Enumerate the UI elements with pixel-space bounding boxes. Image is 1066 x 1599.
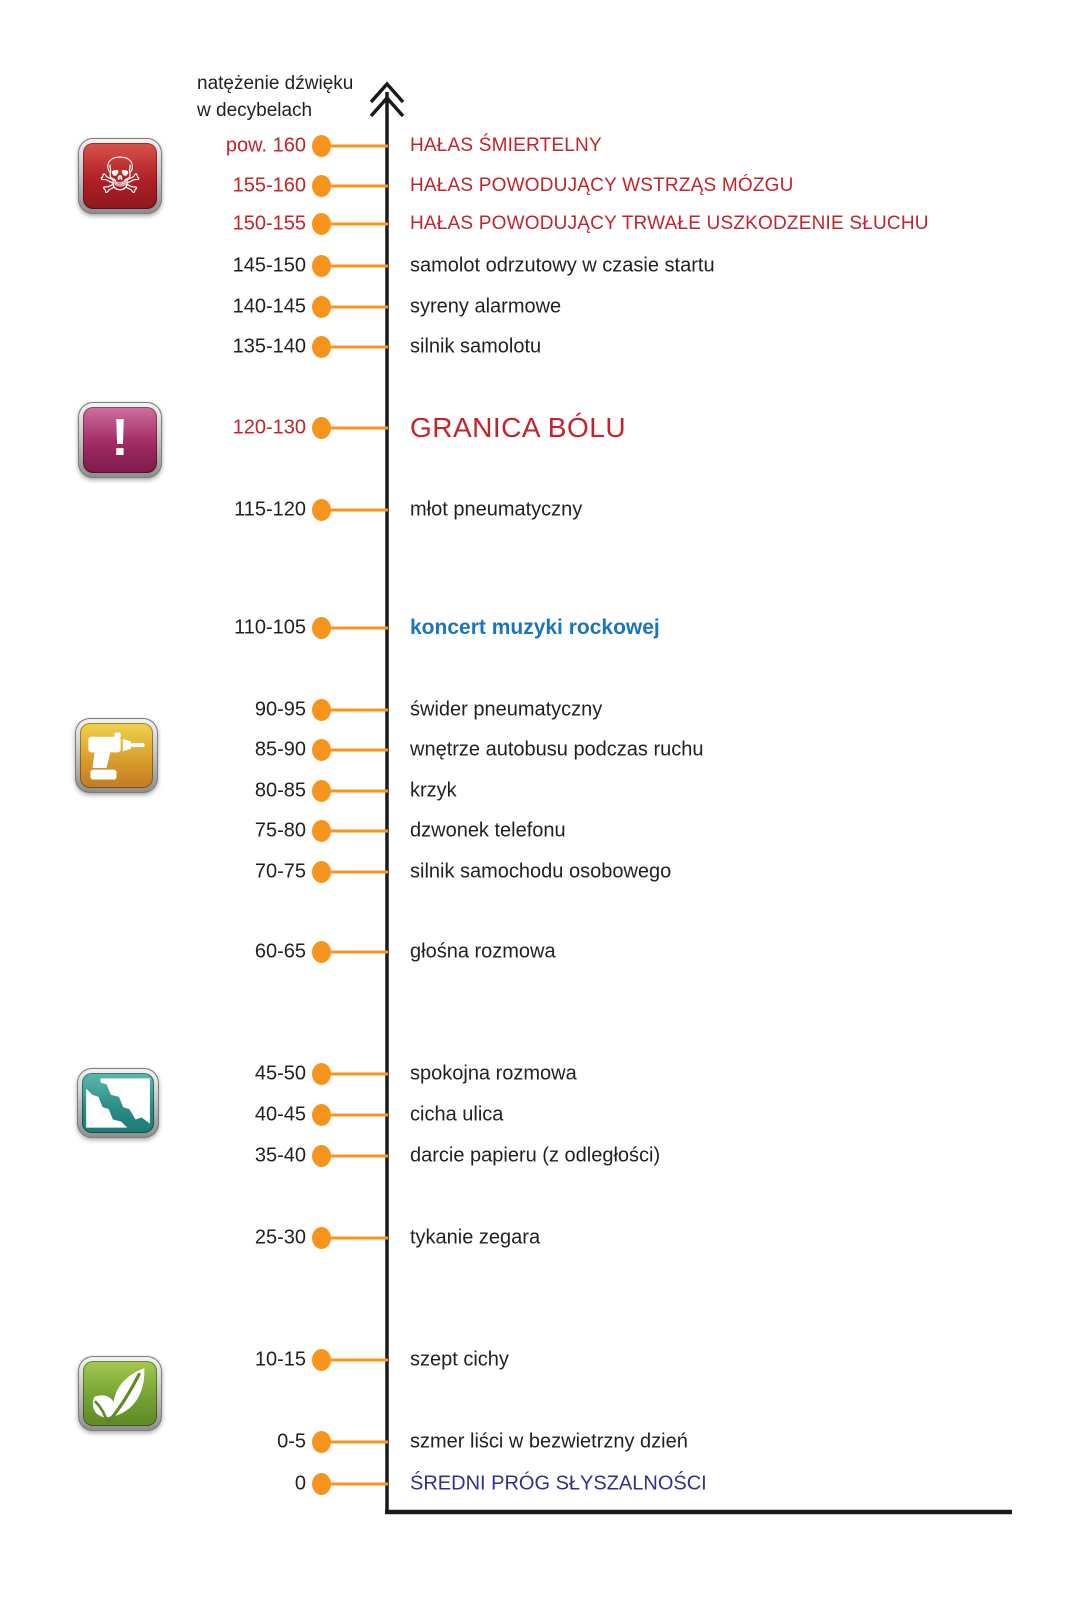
drill-glyph xyxy=(80,723,153,788)
sound-description: silnik samochodu osobowego xyxy=(410,860,672,883)
scale-row xyxy=(0,497,1066,523)
skull-crossbones-icon-face xyxy=(83,143,157,209)
skull-crossbones-icon xyxy=(78,138,162,214)
scale-row xyxy=(0,1143,1066,1169)
db-range-label: 0-5 xyxy=(277,1430,306,1453)
connector-line xyxy=(329,1073,388,1076)
skull-glyph: ☠ xyxy=(97,148,143,204)
connector-line xyxy=(329,871,388,874)
scale-row xyxy=(0,615,1066,641)
connector-line xyxy=(329,709,388,712)
torn-paper-icon xyxy=(77,1068,159,1138)
exclamation-warning-icon xyxy=(78,402,162,478)
connector-line xyxy=(329,1483,388,1486)
db-range-label: 115-120 xyxy=(234,498,306,521)
db-range-label: pow. 160 xyxy=(225,134,306,157)
connector-line xyxy=(329,830,388,833)
exclamation-glyph: ! xyxy=(111,409,129,467)
db-range-label: 85-90 xyxy=(254,738,306,761)
scale-row xyxy=(0,737,1066,763)
sound-description: szmer liści w bezwietrzny dzień xyxy=(410,1430,688,1453)
sound-description: głośna rozmowa xyxy=(410,940,556,963)
sound-description: tykanie zegara xyxy=(410,1226,541,1249)
scale-row xyxy=(0,697,1066,723)
sound-description: młot pneumatyczny xyxy=(410,498,583,521)
connector-line xyxy=(329,223,388,226)
connector-line xyxy=(329,1359,388,1362)
sound-description: świder pneumatyczny xyxy=(410,698,603,721)
drill-icon xyxy=(75,718,158,793)
sound-description: spokojna rozmowa xyxy=(410,1062,577,1085)
db-range-label: 80-85 xyxy=(254,779,306,802)
scale-row xyxy=(0,294,1066,320)
db-range-label: 70-75 xyxy=(254,860,306,883)
db-range-label: 135-140 xyxy=(232,335,306,358)
scale-row xyxy=(0,939,1066,965)
db-range-label: 120-130 xyxy=(232,416,306,439)
db-range-label: 10-15 xyxy=(254,1348,306,1371)
connector-line xyxy=(329,951,388,954)
db-range-label: 60-65 xyxy=(254,940,306,963)
scale-row xyxy=(0,1225,1066,1251)
drill-icon-face xyxy=(80,723,153,788)
db-range-label: 75-80 xyxy=(254,819,306,842)
sound-description: cicha ulica xyxy=(410,1103,504,1126)
sound-description: koncert muzyki rockowej xyxy=(410,616,660,639)
connector-line xyxy=(329,627,388,630)
connector-line xyxy=(329,790,388,793)
connector-line xyxy=(329,185,388,188)
axis-title-line1: natężenie dźwięku xyxy=(197,73,354,94)
db-range-label: 110-105 xyxy=(234,616,306,639)
scale-row xyxy=(0,253,1066,279)
db-range-label: 140-145 xyxy=(232,295,306,318)
sound-description: silnik samolotu xyxy=(410,335,542,358)
connector-line xyxy=(329,346,388,349)
db-range-label: 155-160 xyxy=(232,174,306,197)
db-range-label: 45-50 xyxy=(254,1062,306,1085)
sound-description: samolot odrzutowy w czasie startu xyxy=(410,254,715,277)
db-range-label: 35-40 xyxy=(254,1144,306,1167)
connector-line xyxy=(329,145,388,148)
leaf-glyph xyxy=(83,1361,157,1426)
scale-row xyxy=(0,778,1066,804)
connector-line xyxy=(329,749,388,752)
db-range-label: 145-150 xyxy=(232,254,306,277)
connector-line xyxy=(329,1441,388,1444)
axis-title-line2: w decybelach xyxy=(197,100,313,121)
db-range-label: 150-155 xyxy=(232,212,306,235)
connector-line xyxy=(329,427,388,430)
connector-line xyxy=(329,509,388,512)
scale-row xyxy=(0,211,1066,237)
leaf-icon xyxy=(78,1356,162,1431)
db-range-label: 90-95 xyxy=(254,698,306,721)
scale-row xyxy=(0,1471,1066,1497)
sound-description: dzwonek telefonu xyxy=(410,819,566,842)
torn-paper-icon-face xyxy=(82,1073,154,1133)
exclamation-icon-face xyxy=(83,407,157,473)
connector-line xyxy=(329,1237,388,1240)
sound-description: GRANICA BÓLU xyxy=(410,412,627,443)
connector-line xyxy=(329,1155,388,1158)
torn-paper-glyph xyxy=(82,1073,154,1133)
scale-row xyxy=(0,1102,1066,1128)
sound-description: HAŁAS POWODUJĄCY WSTRZĄS MÓZGU xyxy=(410,175,794,196)
scale-row xyxy=(0,859,1066,885)
scale-row xyxy=(0,1429,1066,1455)
connector-line xyxy=(329,306,388,309)
scale-row xyxy=(0,818,1066,844)
sound-description: ŚREDNI PRÓG SŁYSZALNOŚCI xyxy=(410,1472,707,1495)
leaf-icon-face xyxy=(83,1361,157,1426)
axis-title xyxy=(197,70,353,124)
sound-description: szept cichy xyxy=(410,1348,509,1371)
sound-description: krzyk xyxy=(410,779,457,802)
db-range-label: 0 xyxy=(294,1472,306,1495)
sound-description: HAŁAS ŚMIERTELNY xyxy=(410,135,602,156)
sound-description: wnętrze autobusu podczas ruchu xyxy=(410,738,704,761)
connector-line xyxy=(329,1114,388,1117)
sound-description: darcie papieru (z odległości) xyxy=(410,1144,661,1167)
connector-line xyxy=(329,265,388,268)
db-range-label: 25-30 xyxy=(254,1226,306,1249)
scale-row xyxy=(0,334,1066,360)
sound-description: HAŁAS POWODUJĄCY TRWAŁE USZKODZENIE SŁUCHU xyxy=(410,213,929,234)
scale-row xyxy=(0,1061,1066,1087)
db-range-label: 40-45 xyxy=(254,1103,306,1126)
sound-description: syreny alarmowe xyxy=(410,295,562,318)
